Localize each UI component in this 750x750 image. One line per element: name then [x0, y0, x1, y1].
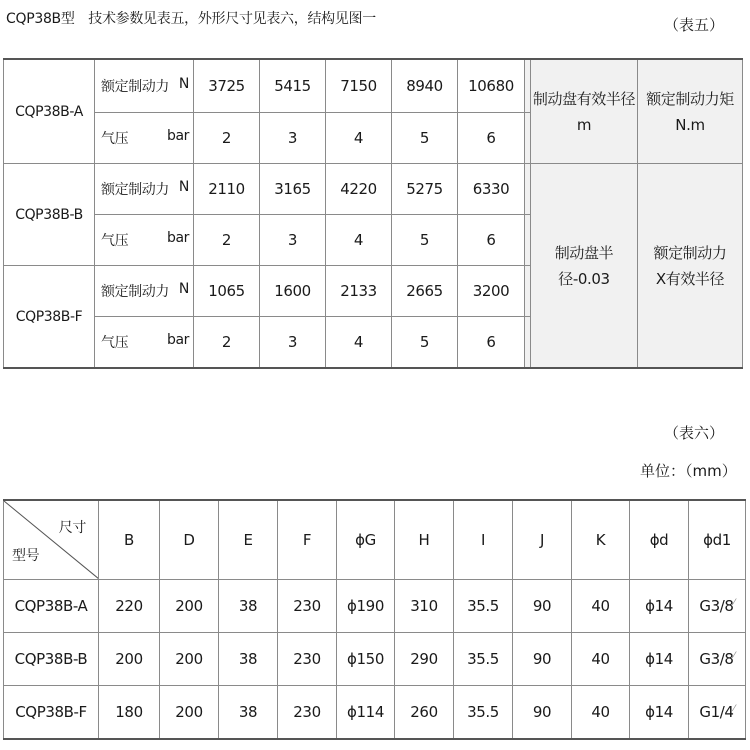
table5-caption: （表五）	[664, 16, 725, 34]
dimension-value-text: ϕ114	[347, 703, 384, 721]
dimension-value	[572, 633, 630, 686]
dimension-value	[513, 580, 572, 633]
pressure-value: 2	[194, 317, 260, 369]
dimension-value	[630, 580, 689, 633]
dimension-value-text: 40	[591, 597, 610, 615]
dimension-value	[395, 580, 454, 633]
dimension-value-text: 260	[410, 703, 438, 721]
dimension-header: ϕd1	[689, 500, 746, 580]
spacer-cell	[525, 266, 531, 317]
thread-mark-icon: ⁄	[733, 651, 735, 661]
dimension-value	[395, 686, 454, 740]
torque-formula-line1: 额定制动力	[653, 243, 727, 262]
pressure-value: 5	[392, 215, 458, 266]
force-value: 8940	[392, 59, 458, 113]
dimension-value-text: G3/8	[699, 597, 734, 615]
force-value: 7150	[326, 59, 392, 113]
dimension-header: J	[513, 500, 572, 580]
dimension-header: F	[278, 500, 337, 580]
force-value: 6330	[458, 164, 525, 215]
dimension-value	[395, 633, 454, 686]
force-value: 4220	[326, 164, 392, 215]
pressure-label-cell	[95, 113, 194, 164]
dimension-value	[278, 580, 337, 633]
radius-header	[531, 59, 638, 164]
dimension-value	[219, 580, 278, 633]
force-label: 额定制动力	[101, 79, 169, 95]
dimension-value-text: ϕ190	[347, 597, 384, 615]
thread-mark-icon: ⁄	[733, 704, 735, 714]
pressure-unit: bar	[166, 332, 189, 348]
spacer-cell	[525, 113, 531, 164]
dimension-value-text: 90	[532, 597, 552, 615]
force-value: 1600	[260, 266, 326, 317]
dimension-value	[99, 580, 160, 633]
force-value: 5415	[260, 59, 326, 113]
dimension-value-text: 230	[293, 703, 321, 721]
dimension-value-text: 290	[410, 650, 438, 668]
unit-label: 单位：（mm）	[640, 462, 737, 480]
dimension-value	[513, 633, 572, 686]
dimension-header: B	[99, 500, 160, 580]
force-value: 3200	[458, 266, 525, 317]
pressure-label: 气压	[101, 233, 129, 249]
pressure-unit: bar	[166, 230, 189, 246]
dimension-value-text: 35.5	[467, 597, 499, 615]
dimension-header: H	[395, 500, 454, 580]
model-cell: CQP38B-B	[4, 633, 99, 686]
pressure-value: 2	[194, 215, 260, 266]
pressure-value: 3	[260, 317, 326, 369]
pressure-value: 5	[392, 113, 458, 164]
dimension-value	[689, 580, 746, 633]
dimension-value-text: 38	[238, 703, 258, 721]
pressure-value: 5	[392, 317, 458, 369]
force-label-cell	[95, 59, 194, 113]
pressure-value: 3	[260, 215, 326, 266]
dimension-value-text: ϕ14	[645, 650, 673, 668]
force-unit: N	[178, 179, 189, 195]
torque-header	[638, 59, 743, 164]
dimension-value-text: 90	[532, 650, 552, 668]
pressure-value: 6	[458, 215, 525, 266]
force-value: 2665	[392, 266, 458, 317]
table-row	[4, 580, 746, 633]
dimension-value-text: ϕ14	[645, 597, 673, 615]
dimension-value-text: 200	[115, 650, 143, 668]
force-value: 3725	[194, 59, 260, 113]
model-cell: CQP38B-F	[4, 686, 99, 740]
diagonal-divider	[4, 501, 99, 579]
dimension-value	[99, 686, 160, 740]
dimension-value	[572, 686, 630, 740]
force-label-cell	[95, 266, 194, 317]
dimension-value-text: 38	[238, 650, 258, 668]
dimension-value	[160, 580, 219, 633]
dimension-value-text: 310	[410, 597, 438, 615]
force-unit: N	[178, 281, 189, 297]
dimension-value	[630, 633, 689, 686]
dimension-value	[219, 686, 278, 740]
dimension-value	[219, 633, 278, 686]
table-row	[4, 686, 746, 740]
dimension-value-text: 35.5	[467, 650, 499, 668]
spacer-cell	[525, 317, 531, 369]
dimension-value-text: 40	[591, 650, 610, 668]
pressure-value: 3	[260, 113, 326, 164]
dimension-header: ϕd	[630, 500, 689, 580]
dimension-header: I	[454, 500, 513, 580]
torque-header-unit: N.m	[675, 115, 705, 134]
force-value: 3165	[260, 164, 326, 215]
dimension-value-text: 200	[175, 650, 203, 668]
table-row	[4, 633, 746, 686]
dimension-value	[689, 633, 746, 686]
dimension-value	[513, 686, 572, 740]
force-value: 5275	[392, 164, 458, 215]
pressure-value: 6	[458, 317, 525, 369]
force-label-cell	[95, 164, 194, 215]
table6-caption: （表六）	[664, 424, 725, 442]
dimension-value	[689, 686, 746, 740]
radius-header-title: 制动盘有效半径	[532, 89, 636, 108]
dimension-header: ϕG	[337, 500, 395, 580]
dimension-value	[454, 686, 513, 740]
dimension-value	[337, 580, 395, 633]
dimension-value-text: G1/4	[699, 703, 734, 721]
force-row	[4, 164, 743, 215]
dimension-value-text: 40	[591, 703, 610, 721]
dimension-value-text: 200	[175, 597, 203, 615]
model-cell: CQP38B-B	[4, 164, 95, 266]
dimension-value-text: 38	[238, 597, 258, 615]
model-cell: CQP38B-A	[4, 580, 99, 633]
force-label: 额定制动力	[101, 182, 169, 198]
pressure-label-cell	[95, 317, 194, 369]
dimension-header: D	[160, 500, 219, 580]
radius-formula: 制动盘半径-0.03	[531, 164, 638, 369]
dimension-value-text: 180	[115, 703, 143, 721]
dimension-value	[337, 633, 395, 686]
pressure-label-cell	[95, 215, 194, 266]
model-cell: CQP38B-A	[4, 59, 95, 164]
spacer-cell	[525, 215, 531, 266]
dimension-value	[572, 580, 630, 633]
dimension-value-text: 200	[175, 703, 203, 721]
pressure-label: 气压	[101, 335, 129, 351]
force-unit: N	[178, 76, 189, 92]
pressure-label: 气压	[101, 131, 129, 147]
dimension-value-text: 220	[115, 597, 143, 615]
torque-formula	[638, 164, 743, 369]
pressure-value: 4	[326, 113, 392, 164]
dimension-value	[160, 633, 219, 686]
dimension-value	[454, 633, 513, 686]
dimension-value-text: 230	[293, 650, 321, 668]
dimension-value-text: 230	[293, 597, 321, 615]
dimension-header: E	[219, 500, 278, 580]
pressure-value: 4	[326, 317, 392, 369]
dimension-value-text: ϕ150	[347, 650, 384, 668]
dimension-value	[278, 686, 337, 740]
force-value: 2133	[326, 266, 392, 317]
torque-formula-line2: X有效半径	[655, 269, 725, 288]
dimension-value	[160, 686, 219, 740]
radius-header-unit: m	[576, 115, 592, 134]
dimension-value-text: 35.5	[467, 703, 499, 721]
dimension-value	[99, 633, 160, 686]
dimensions-table	[3, 499, 746, 740]
model-cell: CQP38B-F	[4, 266, 95, 369]
corner-header-cell	[4, 500, 99, 580]
tech-params-table	[3, 58, 743, 369]
torque-header-title: 额定制动力矩	[646, 89, 734, 108]
dimension-value	[630, 686, 689, 740]
dimension-value	[278, 633, 337, 686]
force-value: 2110	[194, 164, 260, 215]
pressure-unit: bar	[166, 128, 189, 144]
force-row	[4, 59, 743, 113]
pressure-value: 2	[194, 113, 260, 164]
dimension-value	[337, 686, 395, 740]
dimension-value-text: ϕ14	[645, 703, 673, 721]
thread-mark-icon: ⁄	[733, 598, 735, 608]
corner-label-size: 尺寸	[58, 520, 86, 536]
dimension-value-text: 90	[532, 703, 552, 721]
pressure-value: 4	[326, 215, 392, 266]
corner-label-model: 型号	[12, 548, 40, 564]
intro-text: CQP38B型 技术参数见表五，外形尺寸见表六，结构见图一	[6, 11, 376, 27]
force-label: 额定制动力	[101, 284, 169, 300]
dimension-header: K	[572, 500, 630, 580]
dimension-value-text: G3/8	[699, 650, 734, 668]
dimension-value	[454, 580, 513, 633]
force-value: 1065	[194, 266, 260, 317]
pressure-value: 6	[458, 113, 525, 164]
force-value: 10680	[458, 59, 525, 113]
